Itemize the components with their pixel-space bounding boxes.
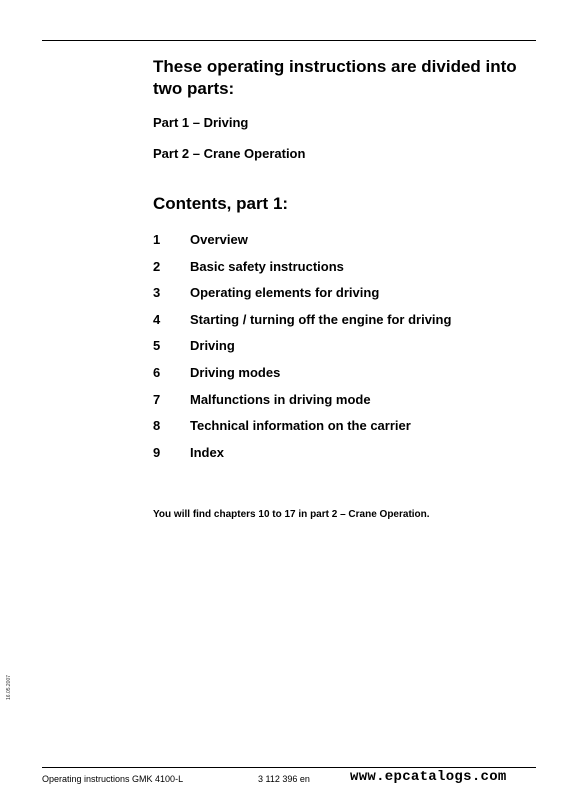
watermark-link[interactable]: www.epcatalogs.com [350,769,507,785]
toc-number: 6 [153,364,161,380]
toc-item [153,338,533,365]
part-1-label: Part 1 – Driving [153,115,249,130]
toc-number: 8 [153,418,161,434]
toc-title: Index [190,444,224,460]
toc-title: Starting / turning off the engine for driving [190,311,452,327]
toc-number: 4 [153,311,161,327]
toc-item [153,232,533,259]
part-2-label: Part 2 – Crane Operation [153,146,306,161]
contents-heading: Contents, part 1: [153,194,289,213]
toc-item [153,365,533,392]
toc-title: Driving modes [190,364,281,380]
intro-heading: These operating instructions are divided into two parts: [153,57,517,98]
toc-item [153,418,533,445]
toc-item [153,259,533,286]
toc-number: 3 [153,285,161,301]
footer-title: Operating instructions GMK 4100-L [42,774,184,784]
toc-number: 2 [153,258,161,274]
toc-item [153,392,533,419]
toc-number: 1 [153,232,161,247]
toc-title: Driving [190,338,235,354]
toc-title: Malfunctions in driving mode [190,391,371,407]
toc-number: 5 [153,338,161,354]
toc-title: Basic safety instructions [190,258,344,274]
toc-item [153,445,533,472]
toc-title: Technical information on the carrier [190,418,411,434]
toc-title: Operating elements for driving [190,285,380,301]
footer-doc-number: 3 112 396 en [258,774,310,784]
toc-number: 9 [153,444,161,460]
part-2-note: You will find chapters 10 to 17 in part 2 – Crane Operation. [153,509,430,520]
table-of-contents [153,232,533,471]
top-rule [42,40,536,41]
side-date: 16.05.2007 [6,674,12,700]
toc-item [153,312,533,339]
toc-title: Overview [190,232,248,247]
toc-number: 7 [153,391,161,407]
toc-item [153,285,533,312]
